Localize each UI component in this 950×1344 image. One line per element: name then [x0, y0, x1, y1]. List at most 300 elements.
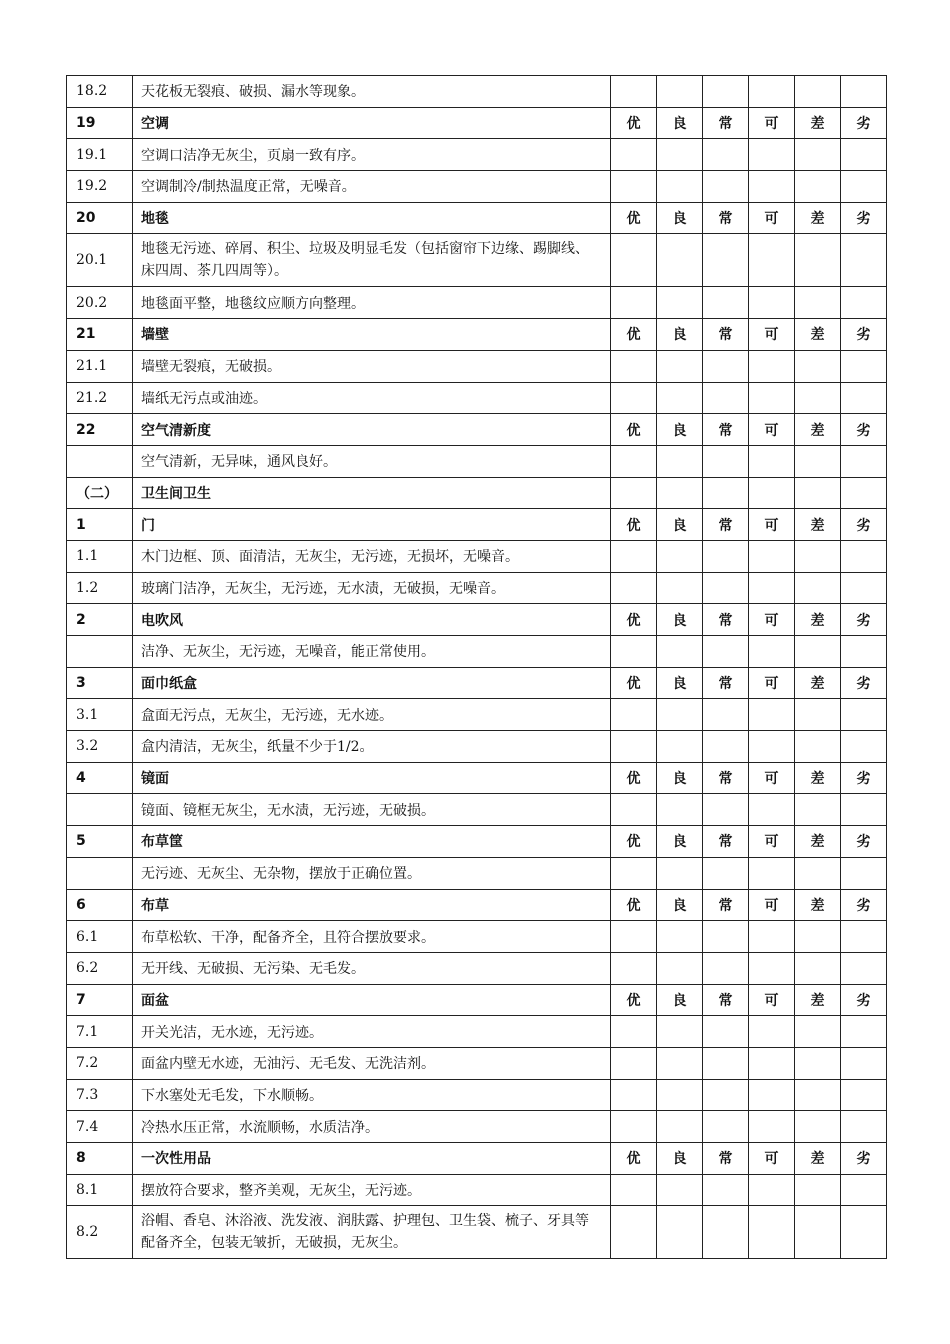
- rating-label: 优: [611, 509, 657, 541]
- rating-cell[interactable]: [841, 287, 887, 319]
- table-row: [67, 1047, 887, 1079]
- rating-label: 劣: [841, 889, 887, 921]
- rating-cell[interactable]: [749, 445, 795, 477]
- rating-cell[interactable]: [703, 139, 749, 171]
- criterion-text: 墙壁无裂痕，无破损。: [133, 350, 611, 382]
- rating-cell[interactable]: [749, 477, 795, 509]
- row-number: 20.1: [67, 234, 133, 287]
- category-title: 面盆: [133, 984, 611, 1016]
- rating-cell[interactable]: [841, 636, 887, 668]
- rating-cell[interactable]: [703, 445, 749, 477]
- rating-label: 常: [703, 107, 749, 139]
- row-number: 7: [67, 984, 133, 1016]
- table-row: [67, 1111, 887, 1143]
- rating-label: 可: [749, 762, 795, 794]
- row-number: （二）: [67, 477, 133, 509]
- rating-cell[interactable]: [703, 794, 749, 826]
- rating-cell[interactable]: [657, 1206, 703, 1259]
- rating-label: 良: [657, 414, 703, 446]
- category-title: 卫生间卫生: [133, 477, 611, 509]
- criterion-text: 空调口洁净无灰尘，页扇一致有序。: [133, 139, 611, 171]
- rating-cell[interactable]: [795, 1206, 841, 1259]
- rating-label: 常: [703, 202, 749, 234]
- criterion-text: 无开线、无破损、无污染、无毛发。: [133, 952, 611, 984]
- rating-label: 优: [611, 604, 657, 636]
- rating-cell[interactable]: [703, 350, 749, 382]
- row-number: 20: [67, 202, 133, 234]
- rating-label: 常: [703, 1143, 749, 1175]
- section-row: [67, 477, 887, 509]
- rating-label: 常: [703, 667, 749, 699]
- rating-label: 常: [703, 984, 749, 1016]
- rating-cell[interactable]: [749, 234, 795, 287]
- rating-cell[interactable]: [795, 287, 841, 319]
- rating-cell[interactable]: [841, 1174, 887, 1206]
- rating-label: 良: [657, 1143, 703, 1175]
- rating-cell[interactable]: [611, 1111, 657, 1143]
- rating-cell[interactable]: [841, 234, 887, 287]
- rating-cell[interactable]: [611, 1174, 657, 1206]
- rating-label: 劣: [841, 667, 887, 699]
- rating-cell[interactable]: [611, 1047, 657, 1079]
- rating-label: 差: [795, 826, 841, 858]
- row-number: 7.4: [67, 1111, 133, 1143]
- rating-cell[interactable]: [841, 731, 887, 763]
- rating-label: 常: [703, 509, 749, 541]
- criterion-text: 镜面、镜框无灰尘，无水渍，无污迹，无破损。: [133, 794, 611, 826]
- table-row: [67, 1174, 887, 1206]
- category-row: [67, 414, 887, 446]
- rating-label: 优: [611, 984, 657, 1016]
- rating-cell[interactable]: [611, 572, 657, 604]
- rating-label: 常: [703, 319, 749, 351]
- rating-cell[interactable]: [749, 139, 795, 171]
- table-row: [67, 731, 887, 763]
- rating-label: 差: [795, 984, 841, 1016]
- rating-cell[interactable]: [749, 952, 795, 984]
- rating-cell[interactable]: [841, 171, 887, 203]
- rating-cell[interactable]: [703, 857, 749, 889]
- rating-cell[interactable]: [657, 350, 703, 382]
- rating-cell[interactable]: [795, 1111, 841, 1143]
- category-title: 地毯: [133, 202, 611, 234]
- row-number: 21.1: [67, 350, 133, 382]
- rating-cell[interactable]: [841, 1079, 887, 1111]
- rating-cell[interactable]: [841, 139, 887, 171]
- rating-cell[interactable]: [795, 445, 841, 477]
- row-number: 21.2: [67, 382, 133, 414]
- rating-cell[interactable]: [749, 921, 795, 953]
- rating-cell[interactable]: [795, 1016, 841, 1048]
- rating-cell[interactable]: [841, 1016, 887, 1048]
- rating-cell[interactable]: [749, 572, 795, 604]
- rating-cell[interactable]: [703, 234, 749, 287]
- rating-cell[interactable]: [795, 699, 841, 731]
- rating-cell[interactable]: [841, 76, 887, 108]
- category-row: [67, 107, 887, 139]
- rating-cell[interactable]: [611, 1016, 657, 1048]
- criterion-text: 空气清新，无异味，通风良好。: [133, 445, 611, 477]
- rating-cell[interactable]: [703, 287, 749, 319]
- criterion-text: 天花板无裂痕、破损、漏水等现象。: [133, 76, 611, 108]
- criterion-text: 地毯无污迹、碎屑、积尘、垃圾及明显毛发（包括窗帘下边缘、踢脚线、床四周、茶几四周等）。: [133, 234, 611, 287]
- table-row: [67, 572, 887, 604]
- rating-cell[interactable]: [841, 445, 887, 477]
- rating-cell[interactable]: [749, 636, 795, 668]
- row-number: 7.3: [67, 1079, 133, 1111]
- row-number: 7.2: [67, 1047, 133, 1079]
- table-row: [67, 287, 887, 319]
- rating-label: 可: [749, 1143, 795, 1175]
- rating-label: 良: [657, 319, 703, 351]
- row-number: 1.2: [67, 572, 133, 604]
- rating-cell[interactable]: [749, 540, 795, 572]
- rating-cell[interactable]: [795, 382, 841, 414]
- rating-cell[interactable]: [611, 540, 657, 572]
- rating-label: 良: [657, 107, 703, 139]
- rating-label: 差: [795, 604, 841, 636]
- rating-cell[interactable]: [749, 1016, 795, 1048]
- rating-cell[interactable]: [611, 794, 657, 826]
- row-number: 21: [67, 319, 133, 351]
- category-row: [67, 667, 887, 699]
- rating-label: 优: [611, 414, 657, 446]
- row-number: 6.2: [67, 952, 133, 984]
- category-title: 镜面: [133, 762, 611, 794]
- rating-cell[interactable]: [703, 952, 749, 984]
- category-title: 空气清新度: [133, 414, 611, 446]
- rating-cell[interactable]: [611, 699, 657, 731]
- rating-cell[interactable]: [749, 731, 795, 763]
- rating-cell[interactable]: [703, 76, 749, 108]
- rating-cell[interactable]: [611, 921, 657, 953]
- rating-label: 差: [795, 414, 841, 446]
- rating-cell[interactable]: [657, 477, 703, 509]
- row-number: [67, 445, 133, 477]
- rating-cell[interactable]: [841, 921, 887, 953]
- rating-cell[interactable]: [703, 1174, 749, 1206]
- rating-label: 劣: [841, 414, 887, 446]
- rating-label: 差: [795, 509, 841, 541]
- rating-cell[interactable]: [749, 76, 795, 108]
- rating-label: 常: [703, 762, 749, 794]
- rating-cell[interactable]: [657, 171, 703, 203]
- rating-label: 劣: [841, 1143, 887, 1175]
- rating-cell[interactable]: [703, 540, 749, 572]
- rating-cell[interactable]: [703, 1079, 749, 1111]
- rating-cell[interactable]: [749, 1174, 795, 1206]
- rating-cell[interactable]: [611, 731, 657, 763]
- rating-cell[interactable]: [611, 636, 657, 668]
- rating-cell[interactable]: [795, 857, 841, 889]
- category-row: [67, 604, 887, 636]
- rating-label: 劣: [841, 826, 887, 858]
- category-row: [67, 826, 887, 858]
- rating-label: 良: [657, 604, 703, 636]
- rating-cell[interactable]: [657, 857, 703, 889]
- rating-cell[interactable]: [657, 921, 703, 953]
- rating-label: 差: [795, 667, 841, 699]
- rating-cell[interactable]: [795, 477, 841, 509]
- rating-cell[interactable]: [657, 540, 703, 572]
- rating-cell[interactable]: [703, 477, 749, 509]
- rating-cell[interactable]: [611, 857, 657, 889]
- rating-label: 可: [749, 667, 795, 699]
- rating-label: 良: [657, 202, 703, 234]
- rating-cell[interactable]: [749, 1111, 795, 1143]
- table-row: [67, 636, 887, 668]
- rating-cell[interactable]: [703, 636, 749, 668]
- rating-cell[interactable]: [703, 171, 749, 203]
- rating-cell[interactable]: [749, 1079, 795, 1111]
- rating-label: 优: [611, 107, 657, 139]
- rating-label: 良: [657, 889, 703, 921]
- rating-cell[interactable]: [795, 794, 841, 826]
- table-row: [67, 1079, 887, 1111]
- rating-cell[interactable]: [749, 1206, 795, 1259]
- category-title: 面巾纸盒: [133, 667, 611, 699]
- rating-cell[interactable]: [703, 921, 749, 953]
- rating-label: 可: [749, 202, 795, 234]
- rating-label: 可: [749, 509, 795, 541]
- rating-cell[interactable]: [749, 350, 795, 382]
- rating-cell[interactable]: [657, 76, 703, 108]
- row-number: 5: [67, 826, 133, 858]
- rating-cell[interactable]: [611, 76, 657, 108]
- rating-label: 差: [795, 762, 841, 794]
- category-row: [67, 762, 887, 794]
- criterion-text: 盒内清洁，无灰尘，纸量不少于1/2。: [133, 731, 611, 763]
- table-row: [67, 794, 887, 826]
- rating-cell[interactable]: [611, 1206, 657, 1259]
- criterion-text: 布草松软、干净，配备齐全，且符合摆放要求。: [133, 921, 611, 953]
- rating-cell[interactable]: [703, 731, 749, 763]
- rating-cell[interactable]: [795, 350, 841, 382]
- rating-cell[interactable]: [795, 731, 841, 763]
- category-title: 布草: [133, 889, 611, 921]
- rating-label: 劣: [841, 762, 887, 794]
- criterion-text: 地毯面平整，地毯纹应顺方向整理。: [133, 287, 611, 319]
- rating-cell[interactable]: [795, 139, 841, 171]
- row-number: 1.1: [67, 540, 133, 572]
- rating-label: 劣: [841, 202, 887, 234]
- row-number: 19.2: [67, 171, 133, 203]
- rating-cell[interactable]: [703, 1047, 749, 1079]
- criterion-text: 墙纸无污点或油迹。: [133, 382, 611, 414]
- rating-cell[interactable]: [795, 234, 841, 287]
- rating-cell[interactable]: [795, 636, 841, 668]
- rating-cell[interactable]: [657, 445, 703, 477]
- rating-label: 优: [611, 826, 657, 858]
- rating-cell[interactable]: [795, 540, 841, 572]
- rating-cell[interactable]: [795, 76, 841, 108]
- rating-cell[interactable]: [611, 445, 657, 477]
- criterion-text: 下水塞处无毛发，下水顺畅。: [133, 1079, 611, 1111]
- row-number: 22: [67, 414, 133, 446]
- rating-cell[interactable]: [703, 1111, 749, 1143]
- rating-cell[interactable]: [841, 1206, 887, 1259]
- table-row: [67, 350, 887, 382]
- rating-cell[interactable]: [657, 1047, 703, 1079]
- rating-label: 可: [749, 826, 795, 858]
- rating-cell[interactable]: [657, 1079, 703, 1111]
- rating-label: 差: [795, 202, 841, 234]
- row-number: 8.2: [67, 1206, 133, 1259]
- rating-cell[interactable]: [795, 1079, 841, 1111]
- rating-cell[interactable]: [611, 139, 657, 171]
- rating-cell[interactable]: [749, 382, 795, 414]
- row-number: [67, 794, 133, 826]
- rating-label: 差: [795, 1143, 841, 1175]
- table-row: [67, 1016, 887, 1048]
- rating-cell[interactable]: [611, 382, 657, 414]
- rating-cell[interactable]: [841, 350, 887, 382]
- rating-label: 可: [749, 889, 795, 921]
- table-row: [67, 1206, 887, 1259]
- row-number: 6.1: [67, 921, 133, 953]
- rating-cell[interactable]: [657, 572, 703, 604]
- rating-cell[interactable]: [657, 794, 703, 826]
- criterion-text: 木门边框、顶、面清洁，无灰尘，无污迹，无损坏，无噪音。: [133, 540, 611, 572]
- rating-cell[interactable]: [749, 1047, 795, 1079]
- row-number: 8.1: [67, 1174, 133, 1206]
- rating-label: 优: [611, 319, 657, 351]
- row-number: [67, 636, 133, 668]
- rating-label: 常: [703, 414, 749, 446]
- rating-cell[interactable]: [841, 572, 887, 604]
- rating-label: 常: [703, 889, 749, 921]
- rating-label: 常: [703, 604, 749, 636]
- category-title: 墙壁: [133, 319, 611, 351]
- category-title: 电吹风: [133, 604, 611, 636]
- rating-label: 可: [749, 319, 795, 351]
- rating-cell[interactable]: [703, 382, 749, 414]
- rating-cell[interactable]: [841, 477, 887, 509]
- criterion-text: 浴帽、香皂、沐浴液、洗发液、润肤露、护理包、卫生袋、梳子、牙具等配备齐全，包装无皱折，无破损，无灰尘。: [133, 1206, 611, 1259]
- rating-label: 优: [611, 667, 657, 699]
- rating-cell[interactable]: [749, 171, 795, 203]
- rating-cell[interactable]: [657, 1016, 703, 1048]
- row-number: 19.1: [67, 139, 133, 171]
- rating-cell[interactable]: [841, 1047, 887, 1079]
- rating-cell[interactable]: [611, 952, 657, 984]
- rating-label: 可: [749, 107, 795, 139]
- table-row: [67, 857, 887, 889]
- rating-cell[interactable]: [703, 572, 749, 604]
- rating-label: 差: [795, 319, 841, 351]
- table-row: [67, 952, 887, 984]
- criterion-text: 无污迹、无灰尘、无杂物，摆放于正确位置。: [133, 857, 611, 889]
- category-title: 空调: [133, 107, 611, 139]
- rating-cell[interactable]: [841, 540, 887, 572]
- rating-cell[interactable]: [611, 1079, 657, 1111]
- category-row: [67, 889, 887, 921]
- rating-cell[interactable]: [749, 857, 795, 889]
- rating-label: 差: [795, 889, 841, 921]
- rating-cell[interactable]: [795, 171, 841, 203]
- rating-cell[interactable]: [611, 350, 657, 382]
- rating-cell[interactable]: [703, 1016, 749, 1048]
- rating-cell[interactable]: [795, 921, 841, 953]
- rating-cell[interactable]: [657, 952, 703, 984]
- rating-cell[interactable]: [657, 731, 703, 763]
- table-row: [67, 234, 887, 287]
- rating-label: 良: [657, 509, 703, 541]
- rating-cell[interactable]: [657, 636, 703, 668]
- rating-label: 优: [611, 762, 657, 794]
- row-number: 4: [67, 762, 133, 794]
- criterion-text: 玻璃门洁净，无灰尘，无污迹，无水渍，无破损，无噪音。: [133, 572, 611, 604]
- rating-cell[interactable]: [841, 382, 887, 414]
- table-row: [67, 699, 887, 731]
- rating-cell[interactable]: [749, 794, 795, 826]
- category-title: 布草筐: [133, 826, 611, 858]
- criterion-text: 洁净、无灰尘，无污迹，无噪音，能正常使用。: [133, 636, 611, 668]
- category-row: [67, 1143, 887, 1175]
- criterion-text: 冷热水压正常，水流顺畅，水质洁净。: [133, 1111, 611, 1143]
- rating-cell[interactable]: [703, 699, 749, 731]
- rating-cell[interactable]: [657, 1174, 703, 1206]
- rating-cell[interactable]: [657, 287, 703, 319]
- category-row: [67, 509, 887, 541]
- table-row: [67, 139, 887, 171]
- table-row: [67, 921, 887, 953]
- rating-label: 劣: [841, 107, 887, 139]
- rating-cell[interactable]: [795, 1174, 841, 1206]
- rating-cell[interactable]: [841, 857, 887, 889]
- rating-cell[interactable]: [749, 287, 795, 319]
- rating-cell[interactable]: [795, 1047, 841, 1079]
- rating-cell[interactable]: [657, 234, 703, 287]
- rating-cell[interactable]: [841, 952, 887, 984]
- rating-cell[interactable]: [611, 287, 657, 319]
- criterion-text: 盒面无污点，无灰尘，无污迹，无水迹。: [133, 699, 611, 731]
- rating-cell[interactable]: [657, 139, 703, 171]
- rating-label: 可: [749, 604, 795, 636]
- rating-cell[interactable]: [749, 699, 795, 731]
- rating-label: 优: [611, 889, 657, 921]
- rating-cell[interactable]: [611, 171, 657, 203]
- rating-label: 优: [611, 202, 657, 234]
- rating-label: 良: [657, 762, 703, 794]
- row-number: 20.2: [67, 287, 133, 319]
- rating-cell[interactable]: [657, 1111, 703, 1143]
- rating-cell[interactable]: [795, 572, 841, 604]
- category-row: [67, 319, 887, 351]
- category-title: 门: [133, 509, 611, 541]
- rating-cell[interactable]: [841, 1111, 887, 1143]
- row-number: 8: [67, 1143, 133, 1175]
- rating-cell[interactable]: [657, 699, 703, 731]
- rating-label: 劣: [841, 319, 887, 351]
- category-title: 一次性用品: [133, 1143, 611, 1175]
- table-row: [67, 540, 887, 572]
- rating-cell[interactable]: [703, 1206, 749, 1259]
- rating-cell[interactable]: [841, 699, 887, 731]
- category-row: [67, 202, 887, 234]
- rating-label: 良: [657, 984, 703, 1016]
- rating-cell[interactable]: [657, 382, 703, 414]
- rating-cell[interactable]: [795, 952, 841, 984]
- rating-cell[interactable]: [611, 234, 657, 287]
- table-row: [67, 382, 887, 414]
- row-number: 7.1: [67, 1016, 133, 1048]
- rating-cell[interactable]: [611, 477, 657, 509]
- rating-cell[interactable]: [841, 794, 887, 826]
- row-number: 2: [67, 604, 133, 636]
- rating-label: 常: [703, 826, 749, 858]
- inspection-table: [66, 75, 887, 1259]
